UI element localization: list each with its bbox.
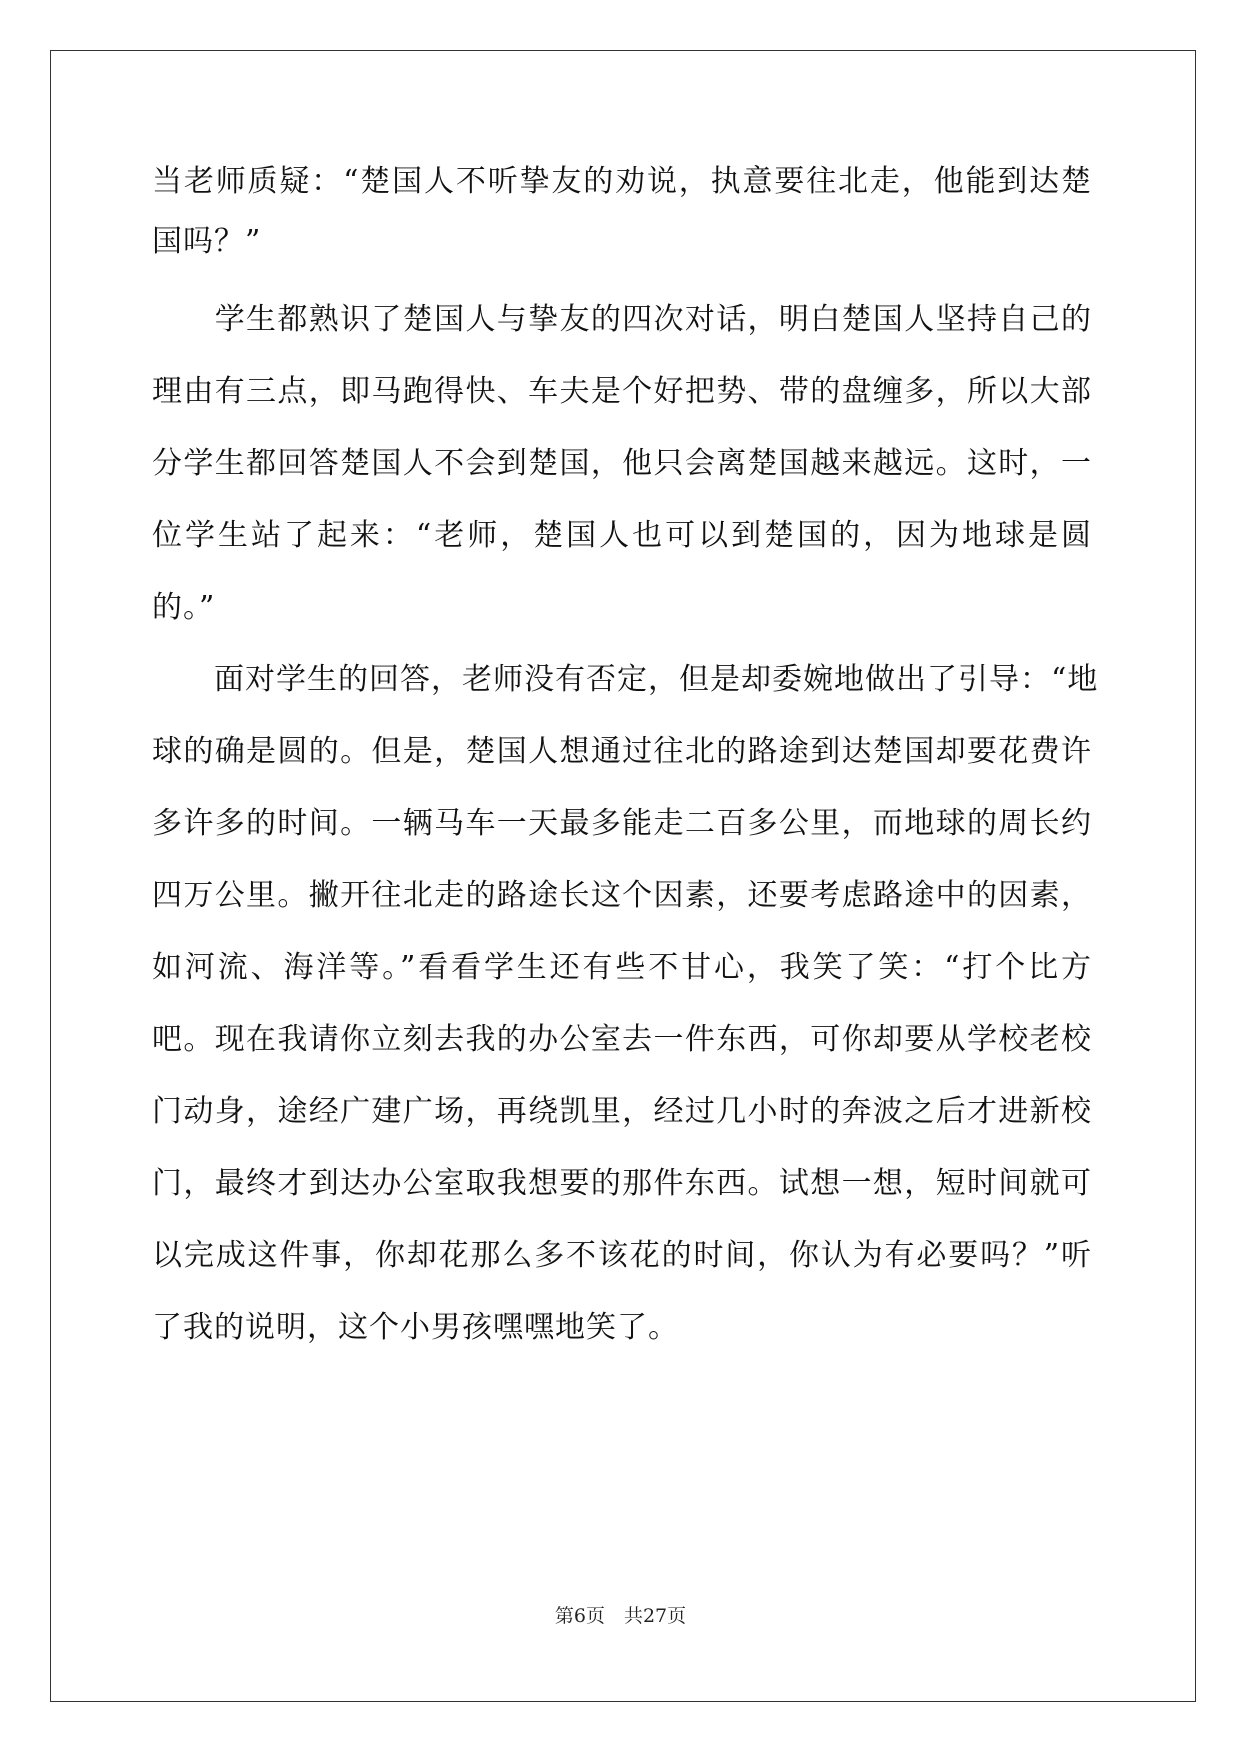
text-line: 如河流、海洋等。”看看学生还有些不甘心，我笑了笑：“打个比方 bbox=[152, 950, 1092, 985]
text-line: 四万公里。撇开往北走的路途长这个因素，还要考虑路途中的因素， bbox=[152, 878, 1092, 913]
page-number-label: 第6页 共27页 bbox=[554, 1605, 687, 1627]
text-line: 了我的说明，这个小男孩嘿嘿地笑了。 bbox=[152, 1310, 679, 1345]
text-line: 门，最终才到达办公室取我想要的那件东西。试想一想，短时间就可 bbox=[152, 1166, 1092, 1201]
text-line: 学生都熟识了楚国人与挚友的四次对话，明白楚国人坚持自己的 bbox=[152, 302, 1092, 337]
text-line: 面对学生的回答，老师没有否定，但是却委婉地做出了引导：“地 bbox=[152, 662, 1099, 697]
text-line: 分学生都回答楚国人不会到楚国，他只会离楚国越来越远。这时，一 bbox=[152, 446, 1092, 481]
page-footer bbox=[0, 1604, 1241, 1628]
text-line: 理由有三点，即马跑得快、车夫是个好把势、带的盘缠多，所以大部 bbox=[152, 374, 1092, 409]
text-line: 球的确是圆的。但是，楚国人想通过往北的路途到达楚国却要花费许 bbox=[152, 734, 1092, 769]
text-line: 门动身，途经广建广场，再绕凯里，经过几小时的奔波之后才进新校 bbox=[152, 1094, 1092, 1129]
text-line: 以完成这件事，你却花那么多不该花的时间，你认为有必要吗？”听 bbox=[152, 1238, 1092, 1273]
text-line: 位学生站了起来：“老师，楚国人也可以到楚国的，因为地球是圆 bbox=[152, 518, 1092, 553]
text-line: 国吗？” bbox=[152, 224, 262, 259]
text-line: 的。” bbox=[152, 590, 216, 625]
text-line: 当老师质疑：“楚国人不听挚友的劝说，执意要往北走，他能到达楚 bbox=[152, 164, 1092, 199]
text-line: 多许多的时间。一辆马车一天最多能走二百多公里，而地球的周长约 bbox=[152, 806, 1092, 841]
text-line: 吧。现在我请你立刻去我的办公室去一件东西，可你却要从学校老校 bbox=[152, 1022, 1092, 1057]
